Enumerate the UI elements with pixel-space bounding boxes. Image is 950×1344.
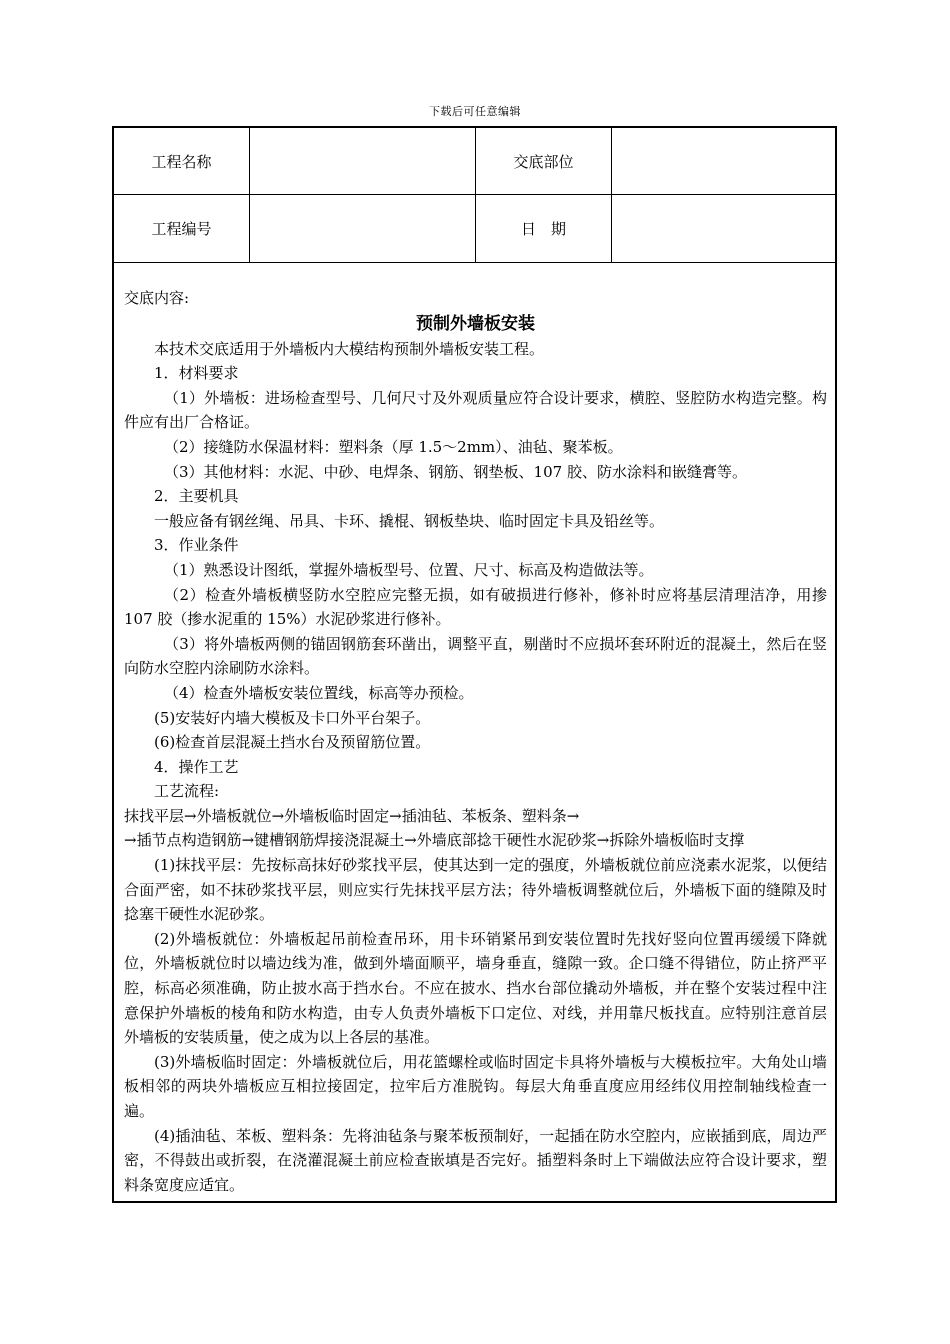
intro-label: 交底内容: (124, 289, 190, 307)
content-paragraph: (4)插油毡、苯板、塑料条：先将油毡条与聚苯板预制好，一起插在防水空腔内，应嵌插到底，周边严密，不得鼓出或折裂，在浇灌混凝土前应检查嵌填是否完好。插塑料条时上下端做法应符合设计要求，塑料条宽度应适宜。 (124, 1126, 827, 1194)
content-paragraph: （1）外墙板：进场检查型号、几何尺寸及外观质量应符合设计要求，横腔、竖腔防水构造完整。构件应有出厂合格证。 (124, 388, 827, 432)
part-label: 交底部位 (513, 152, 574, 171)
project-no-value[interactable] (250, 195, 475, 262)
content-paragraph: (3)外墙板临时固定：外墙板就位后，用花篮螺栓或临时固定卡具将外墙板与大模板拉牢。大角处山墙板相邻的两块外墙板应互相拉接固定，拉牢后方准脱钩。每层大角垂直度应用经纬仪用控制轴线检查一遍。 (124, 1052, 827, 1120)
content-paragraph: 本技术交底适用于外墙板内大模结构预制外墙板安装工程。 (154, 339, 545, 358)
doc-title: 预制外墙板安装 (416, 313, 535, 334)
content-paragraph: (1)抹找平层：先按标高抹好砂浆找平层，使其达到一定的强度，外墙板就位前应浇素水泥浆，以便结合面严密，如不抹砂浆找平层，则应实行先抹找平层方法；待外墙板调整就位后，外墙板下面的缝隙及时捻塞干硬性水泥砂浆。 (124, 856, 827, 924)
header-note: 下载后可任意编辑 (429, 105, 521, 118)
content-paragraph: （3）将外墙板两侧的锚固钢筋套环凿出，调整平直，剔凿时不应损坏套环附近的混凝土，然后在竖向防水空腔内涂刷防水涂料。 (124, 634, 827, 678)
content-paragraph: 1．材料要求 (154, 364, 239, 383)
content-paragraph: 3．作业条件 (154, 536, 239, 555)
project-name-label: 工程名称 (151, 152, 212, 171)
content-paragraph: （1）熟悉设计图纸，掌握外墙板型号、位置、尺寸、标高及构造做法等。 (164, 560, 654, 579)
project-no-label: 工程编号 (151, 220, 212, 238)
content-paragraph: 工艺流程: (154, 782, 220, 801)
content-paragraph: (6)检查首层混凝土挡水台及预留筋位置。 (154, 733, 431, 752)
row-divider-2 (114, 262, 835, 263)
content-paragraph: （2）检查外墙板横竖防水空腔应完整无损，如有破损进行修补，修补时应将基层清理洁净，用掺 107 胶（掺水泥重的 15%）水泥砂浆进行修补。 (124, 585, 827, 629)
content-paragraph: 抹找平层→外墙板就位→外墙板临时固定→插油毡、苯板条、塑料条→ (124, 806, 580, 825)
disclosure-content (124, 286, 827, 1197)
part-value[interactable] (612, 128, 835, 194)
content-paragraph: 2．主要机具 (154, 487, 239, 506)
content-paragraph: (2)外墙板就位：外墙板起吊前检查吊环，用卡环销紧吊到安装位置时先找好竖向位置再缓缓下降就位，外墙板就位时以墙边线为准，做到外墙面顺平，墙身垂直，缝隙一致。企口缝不得错位，防止挤严平腔，标高必须准确，防止披水高于挡水台。不应在披水、挡水台部位撬动外墙板，并在整个安装过程中注意保护外墙板的棱角和防水构造，由专人负责外墙板下口定位、对线，并用靠尺板找直。应特别注意首层外墙板的安装质量，使之成为以上各层的基准。 (124, 929, 827, 1047)
content-paragraph: 一般应备有钢丝绳、吊具、卡环、撬棍、钢板垫块、临时固定卡具及铅丝等。 (154, 511, 665, 530)
disclosure-form (112, 126, 837, 1203)
project-name-value[interactable] (250, 128, 475, 194)
content-paragraphs (124, 337, 827, 1198)
content-paragraph: （4）检查外墙板安装位置线，标高等办预检。 (164, 683, 474, 702)
content-paragraph: 4．操作工艺 (154, 757, 239, 776)
date-label: 日 期 (520, 220, 566, 238)
content-paragraph: （3）其他材料：水泥、中砂、电焊条、钢筋、钢垫板、107 胶、防水涂料和嵌缝膏等。 (164, 462, 747, 481)
content-paragraph: →插节点构造钢筋→键槽钢筋焊接浇混凝土→外墙底部捻干硬性水泥砂浆→拆除外墙板临时支撑 (124, 831, 745, 850)
date-value[interactable] (612, 195, 835, 262)
content-paragraph: （2）接缝防水保温材料：塑料条（厚 1.5～2mm）、油毡、聚苯板。 (164, 437, 623, 456)
content-paragraph: (5)安装好内墙大模板及卡口外平台架子。 (154, 708, 431, 727)
